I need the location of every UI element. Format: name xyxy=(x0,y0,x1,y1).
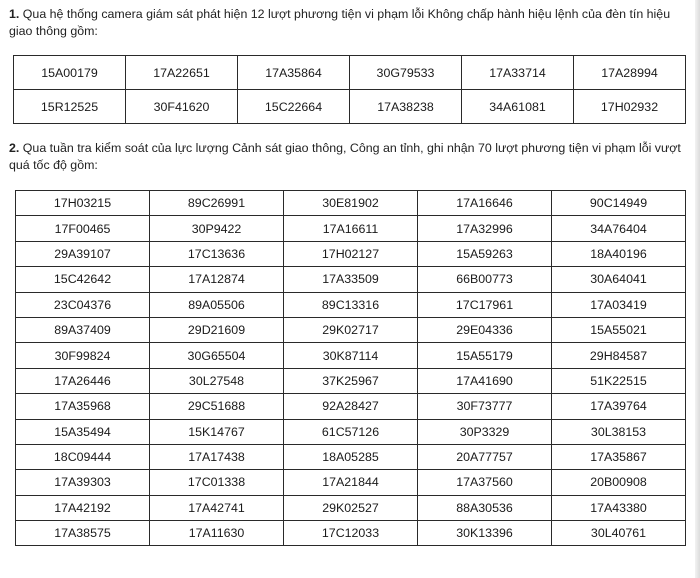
plate-cell: 17A41690 xyxy=(418,368,552,393)
plate-cell: 30P9422 xyxy=(150,216,284,241)
plate-cell: 17A22651 xyxy=(126,56,238,90)
table-row xyxy=(16,292,686,317)
plate-cell: 30F41620 xyxy=(126,90,238,124)
plate-cell: 17A17438 xyxy=(150,444,284,469)
plate-cell: 17A38575 xyxy=(16,521,150,546)
plate-cell: 18A40196 xyxy=(552,241,686,266)
plate-cell: 30L38153 xyxy=(552,419,686,444)
section-1-intro xyxy=(9,6,693,40)
table-row xyxy=(16,368,686,393)
plate-cell: 29K02527 xyxy=(284,495,418,520)
plate-cell: 30F73777 xyxy=(418,394,552,419)
plate-cell: 15A55021 xyxy=(552,317,686,342)
plate-cell: 17A42192 xyxy=(16,495,150,520)
plate-cell: 17A12874 xyxy=(150,267,284,292)
plate-cell: 15A55179 xyxy=(418,343,552,368)
table-row xyxy=(16,394,686,419)
section-2-number: 2. xyxy=(9,141,20,155)
plate-cell: 29D21609 xyxy=(150,317,284,342)
plate-cell: 29A39107 xyxy=(16,241,150,266)
plate-cell: 17A39764 xyxy=(552,394,686,419)
section-1-text: Qua hệ thống camera giám sát phát hiện 12 lượt phương tiện vi phạm lỗi Không chấp hành hiệu lệnh của đèn tín hiệu giao thông gồm: xyxy=(9,7,671,38)
plate-cell: 17H02932 xyxy=(574,90,686,124)
plate-cell: 18A05285 xyxy=(284,444,418,469)
section-2-intro xyxy=(9,140,693,174)
plate-cell: 17A35864 xyxy=(238,56,350,90)
table-row xyxy=(16,343,686,368)
plate-cell: 17A32996 xyxy=(418,216,552,241)
plate-cell: 30L27548 xyxy=(150,368,284,393)
table-row xyxy=(16,470,686,495)
plate-cell: 88A30536 xyxy=(418,495,552,520)
plate-cell: 17F00465 xyxy=(16,216,150,241)
plate-cell: 30G65504 xyxy=(150,343,284,368)
plate-cell: 30P3329 xyxy=(418,419,552,444)
plate-cell: 89C26991 xyxy=(150,191,284,216)
table-row xyxy=(16,317,686,342)
table-row xyxy=(16,267,686,292)
plate-cell: 17H03215 xyxy=(16,191,150,216)
plate-cell: 20B00908 xyxy=(552,470,686,495)
plate-cell: 30K13396 xyxy=(418,521,552,546)
plate-cell: 51K22515 xyxy=(552,368,686,393)
plate-cell: 15R12525 xyxy=(14,90,126,124)
plate-cell: 15A59263 xyxy=(418,241,552,266)
plate-cell: 17A35968 xyxy=(16,394,150,419)
plate-cell: 17C01338 xyxy=(150,470,284,495)
table-row xyxy=(14,56,686,90)
plate-cell: 89C13316 xyxy=(284,292,418,317)
plate-cell: 34A61081 xyxy=(462,90,574,124)
plate-cell: 17C13636 xyxy=(150,241,284,266)
plate-cell: 30E81902 xyxy=(284,191,418,216)
plate-cell: 89A05506 xyxy=(150,292,284,317)
plate-cell: 18C09444 xyxy=(16,444,150,469)
speeding-violations-table xyxy=(15,190,686,546)
table-row xyxy=(16,444,686,469)
section-2-text: Qua tuần tra kiểm soát của lực lượng Cảnh sát giao thông, Công an tỉnh, ghi nhận 70 lượt phương tiện vi phạm lỗi vượt quá tốc độ gồm: xyxy=(9,141,681,172)
table-row xyxy=(16,191,686,216)
plate-cell: 17A38238 xyxy=(350,90,462,124)
plate-cell: 29H84587 xyxy=(552,343,686,368)
plate-cell: 92A28427 xyxy=(284,394,418,419)
plate-cell: 15A35494 xyxy=(16,419,150,444)
plate-cell: 17A33509 xyxy=(284,267,418,292)
scrollbar-edge xyxy=(695,0,700,578)
plate-cell: 29K02717 xyxy=(284,317,418,342)
plate-cell: 61C57126 xyxy=(284,419,418,444)
plate-cell: 17C12033 xyxy=(284,521,418,546)
plate-cell: 17A35867 xyxy=(552,444,686,469)
table-row xyxy=(16,241,686,266)
plate-cell: 89A37409 xyxy=(16,317,150,342)
plate-cell: 29C51688 xyxy=(150,394,284,419)
plate-cell: 17A37560 xyxy=(418,470,552,495)
plate-cell: 17A43380 xyxy=(552,495,686,520)
red-light-violations-table xyxy=(13,55,686,124)
plate-cell: 30L40761 xyxy=(552,521,686,546)
plate-cell: 34A76404 xyxy=(552,216,686,241)
table-row xyxy=(16,419,686,444)
plate-cell: 15C42642 xyxy=(16,267,150,292)
plate-cell: 17H02127 xyxy=(284,241,418,266)
plate-cell: 90C14949 xyxy=(552,191,686,216)
plate-cell: 17A11630 xyxy=(150,521,284,546)
plate-cell: 17A39303 xyxy=(16,470,150,495)
plate-cell: 66B00773 xyxy=(418,267,552,292)
table-row xyxy=(14,90,686,124)
plate-cell: 20A77757 xyxy=(418,444,552,469)
plate-cell: 17A28994 xyxy=(574,56,686,90)
table-row xyxy=(16,521,686,546)
plate-cell: 17A21844 xyxy=(284,470,418,495)
plate-cell: 17A16611 xyxy=(284,216,418,241)
plate-cell: 30F99824 xyxy=(16,343,150,368)
plate-cell: 37K25967 xyxy=(284,368,418,393)
plate-cell: 15K14767 xyxy=(150,419,284,444)
plate-cell: 30K87114 xyxy=(284,343,418,368)
plate-cell: 17A42741 xyxy=(150,495,284,520)
plate-cell: 17A03419 xyxy=(552,292,686,317)
plate-cell: 15A00179 xyxy=(14,56,126,90)
plate-cell: 29E04336 xyxy=(418,317,552,342)
plate-cell: 17A33714 xyxy=(462,56,574,90)
plate-cell: 30A64041 xyxy=(552,267,686,292)
plate-cell: 15C22664 xyxy=(238,90,350,124)
plate-cell: 17C17961 xyxy=(418,292,552,317)
plate-cell: 17A26446 xyxy=(16,368,150,393)
plate-cell: 23C04376 xyxy=(16,292,150,317)
plate-cell: 17A16646 xyxy=(418,191,552,216)
plate-cell: 30G79533 xyxy=(350,56,462,90)
section-1-number: 1. xyxy=(9,7,20,21)
table-row xyxy=(16,216,686,241)
table-row xyxy=(16,495,686,520)
